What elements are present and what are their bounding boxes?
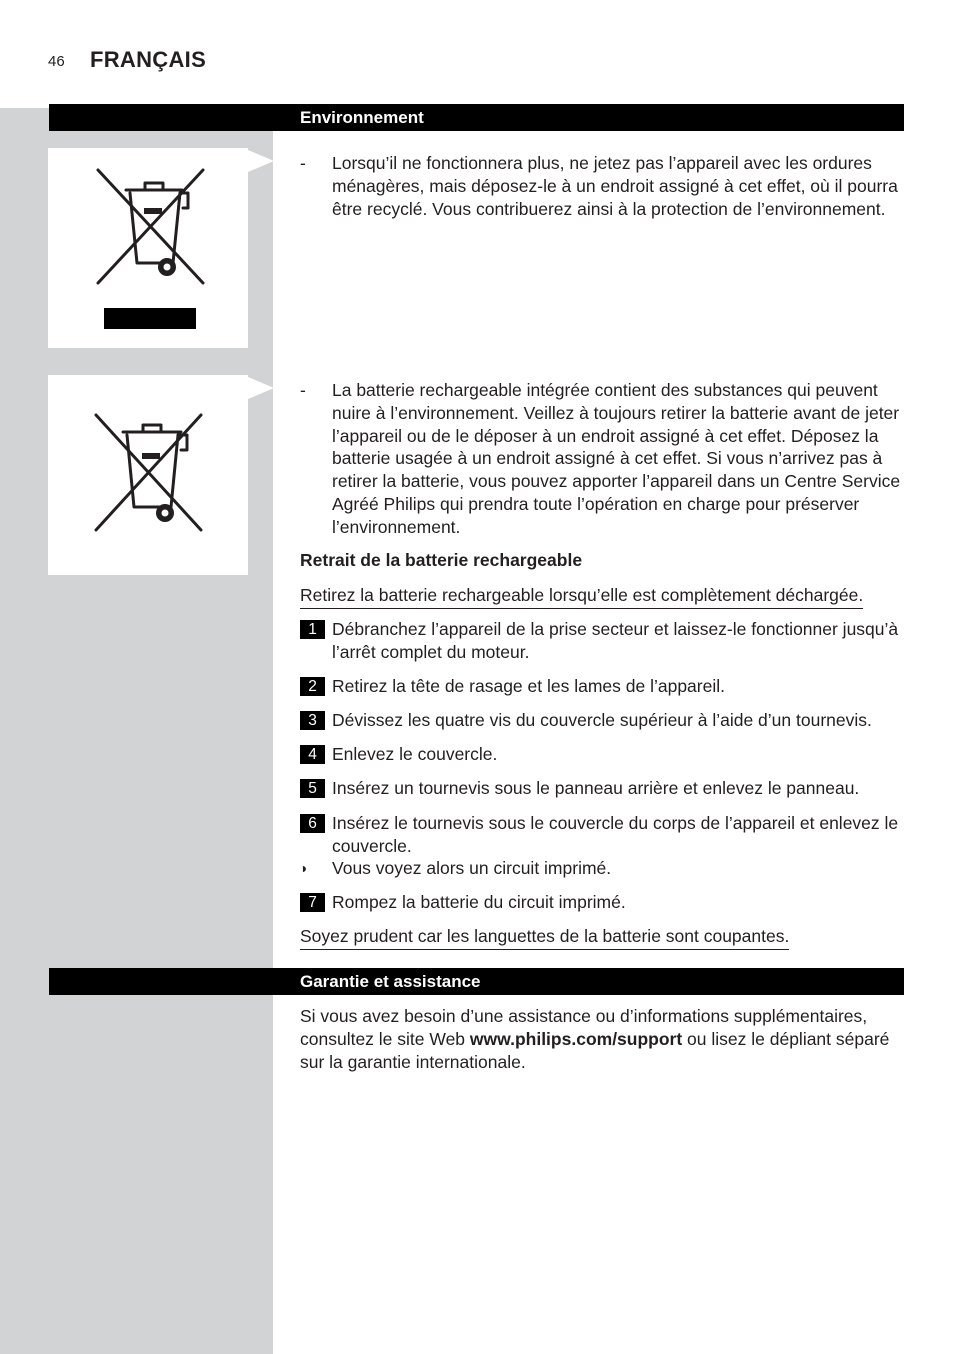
support-website-link[interactable]: www.philips.com/support: [469, 1028, 683, 1049]
step-6: [300, 812, 910, 858]
warranty-text-start: Si vous avez besoin d’une assistance ou d’informations supplémentaires, consultez le site Web: [300, 1006, 868, 1049]
step-number: 4: [300, 745, 325, 764]
step-text: Insérez un tournevis sous le panneau arrière et enlevez le panneau.: [332, 778, 860, 798]
weee-symbol: [48, 375, 248, 575]
dash-marker: -: [300, 153, 306, 173]
section-title: Environnement: [300, 108, 424, 127]
crossed-out-bin-icon: [48, 375, 248, 575]
dash-marker: -: [300, 380, 306, 400]
removal-intro: Retirez la batterie rechargeable lorsqu’elle est complètement déchargée.: [300, 584, 863, 609]
item-text: La batterie rechargeable intégrée contient des substances qui peuvent nuire à l’environnement. Veillez à toujours retirer la batterie avant de jeter l’appareil ou de le déposer à un endroit assigné à cet effet. Déposez la batterie usagée à un endroit assigné à cet effet. Si vous n’arrivez pas à retirer la batterie, vous pouvez apporter l’appareil dans un Centre Service Agréé Philips qui prendra toute l’opération en charge pour préserver l’environnement.: [332, 380, 901, 537]
subheading-battery-removal: Retrait de la batterie rechargeable: [300, 550, 583, 570]
section-header-warranty: [49, 968, 904, 995]
step-text: Dévissez les quatre vis du couvercle supérieur à l’aide d’un tournevis.: [332, 710, 872, 730]
item-text: Lorsqu’il ne fonctionnera plus, ne jetez pas l’appareil avec les ordures ménagères, mais déposez-le à un endroit assigné à cet effet, où il pourra être recyclé. Vous contribuerez ainsi à la protection de l’environnement.: [332, 153, 898, 219]
page-number: 46: [48, 53, 65, 70]
result-marker-icon: ◗: [300, 860, 309, 876]
step-number: 5: [300, 779, 325, 798]
step-2: [300, 675, 910, 698]
step-4: [300, 743, 910, 766]
step-number: 6: [300, 814, 325, 833]
step-text: Enlevez le couvercle.: [332, 744, 498, 764]
warranty-paragraph: [300, 1005, 905, 1073]
step-number: 1: [300, 620, 325, 639]
step-number: 3: [300, 711, 325, 730]
environment-item-1: [300, 152, 905, 220]
removal-warning: Soyez prudent car les languettes de la batterie sont coupantes.: [300, 925, 789, 950]
step-6-result: [300, 857, 905, 880]
step-text: Débranchez l’appareil de la prise secteur et laissez-le fonctionner jusqu’à l’arrêt complet du moteur.: [332, 619, 899, 662]
step-7: [300, 891, 910, 914]
weee-symbol-with-bar: [48, 148, 248, 348]
step-5: [300, 777, 910, 800]
step-text: Retirez la tête de rasage et les lames de l’appareil.: [332, 676, 725, 696]
result-text: Vous voyez alors un circuit imprimé.: [332, 858, 612, 878]
step-1: [300, 618, 910, 664]
step-3: [300, 709, 910, 732]
environment-item-2: [300, 379, 905, 539]
section-title: Garantie et assistance: [300, 972, 481, 991]
step-text: Rompez la batterie du circuit imprimé.: [332, 892, 626, 912]
language-heading: FRANÇAIS: [90, 47, 207, 72]
crossed-out-bin-icon: [48, 148, 248, 348]
step-number: 7: [300, 893, 325, 912]
callout-pointer: [248, 377, 274, 399]
step-number: 2: [300, 677, 325, 696]
callout-pointer: [248, 150, 274, 172]
warranty-text-end: ou lisez le dépliant séparé sur la garantie internationale.: [300, 1028, 890, 1072]
section-header-environment: [49, 104, 904, 131]
step-text: Insérez le tournevis sous le couvercle du corps de l’appareil et enlevez le couvercle.: [332, 813, 899, 856]
